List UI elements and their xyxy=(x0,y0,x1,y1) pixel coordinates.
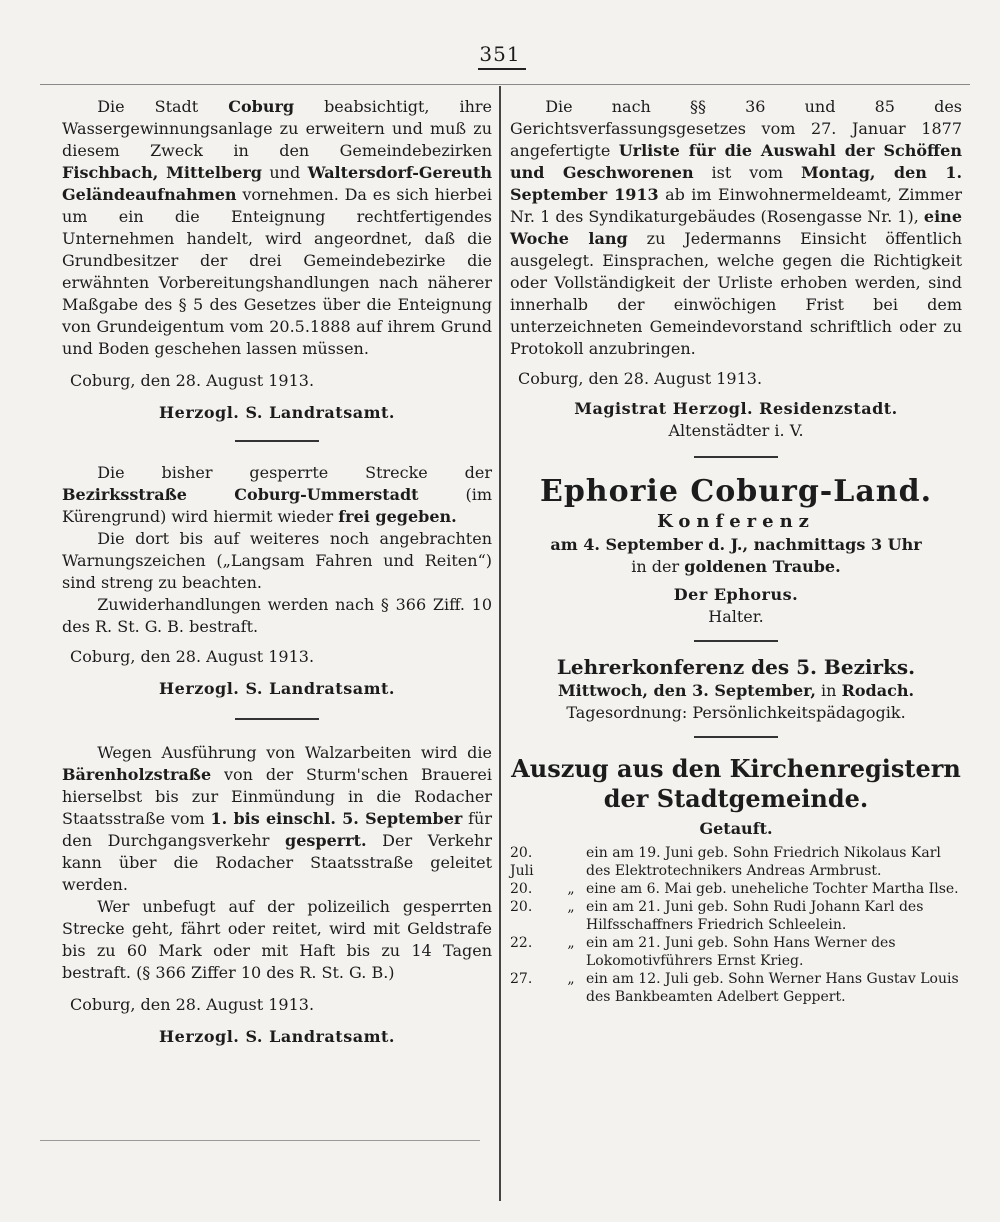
emphasis-text: Bärenholzstraße xyxy=(62,765,212,784)
notice-waterworks-date: Coburg, den 28. August 1913. xyxy=(70,371,315,390)
body-text: vornehmen. Da es sich hierbei um ein die Enteignung rechtfertigendes Unternehmen handelt, wird angeordnet, daß die Grundbesitzer der drei Gemeindebezirke die erwähnten Vorbereitungshandlungen nach näherer Maßgabe des § 5 des Gesetzes über die Enteignung von Grundeigentum vom 20.5.1888 auf ihrem Grund und Boden geschehen lassen müssen. xyxy=(62,185,492,358)
notice-waterworks xyxy=(62,96,492,424)
register-entry-text: ein am 12. Juli geb. Sohn Werner Hans Gustav Louis des Bankbeamten Adelbert Geppert. xyxy=(586,971,959,1005)
register-entry-ditto xyxy=(556,844,586,880)
register-entry-ditto: „ xyxy=(567,881,575,897)
notice-jury-list-signature: Magistrat Herzogl. Residenzstadt. xyxy=(574,399,898,418)
body-text: zu Jedermanns Einsicht öffentlich ausgelegt. Einsprachen, welche gegen die Richtigkeit oder Vollständigkeit der Urliste erhoben werden, sind innerhalb der einwöchigen Frist bei dem unterzeichneten Gemeindevorstand schriftlich oder zu Protokoll anzubringen. xyxy=(510,229,962,358)
teacher-conference-title: Lehrerkonferenz des 5. Bezirks. xyxy=(556,655,916,679)
body-text: Wegen Ausführung von Walzarbeiten wird die xyxy=(97,743,492,762)
body-text: Der Verkehr kann über die Rodacher Staatsstraße geleitet werden. xyxy=(62,831,493,894)
emphasis-text: frei gegeben. xyxy=(338,507,457,526)
body-text: beabsichtigt, ihre Wassergewinnungsanlage zu erweitern und muß zu diesem Zweck in den Gemeindebezirken xyxy=(62,97,492,160)
register-entry-text: ein am 21. Juni geb. Sohn Hans Werner des Lokomotivführers Ernst Krieg. xyxy=(586,935,896,969)
teacher-conference-day: Mittwoch, den 3. September, xyxy=(557,681,816,700)
emphasis-text: eine Woche lang xyxy=(510,207,962,248)
notice-jury-list xyxy=(510,96,962,442)
register-entry-text: ein am 19. Juni geb. Sohn Friedrich Nikolaus Karl des Elektrotechnikers Andreas Armbrust. xyxy=(586,845,941,879)
ephorie-time: am 4. September d. J., nachmittags 3 Uhr xyxy=(550,535,922,554)
body-text: und xyxy=(262,163,308,182)
register-entry xyxy=(510,880,962,898)
emphasis-text: Montag, den 1. September 1913 xyxy=(510,163,963,204)
teacher-conference-place: Rodach. xyxy=(841,681,915,700)
column-divider xyxy=(499,86,501,1201)
notice-road-closed-penalty: Wer unbefugt auf der polizeilich gesperrten Strecke geht, fährt oder reitet, wird mit Geldstrafe bis zu 60 Mark oder mit Haft bis zu 14 Tagen bestraft. (§ 366 Ziffer 10 des R. St. G. B.) xyxy=(62,897,492,982)
emphasis-text: Fischbach, Mittelberg xyxy=(62,163,262,182)
notice-road-reopened-text xyxy=(62,462,492,528)
body-text: (im Kürengrund) wird hiermit wieder xyxy=(62,485,492,526)
notice-road-closed-text xyxy=(62,742,492,896)
notice-waterworks-signature: Herzogl. S. Landratsamt. xyxy=(159,403,395,422)
emphasis-text: Urliste für die Auswahl der Schöffen und Geschworenen xyxy=(510,141,962,182)
ephorie-location xyxy=(510,556,962,578)
church-register xyxy=(510,754,962,1006)
register-entry-date: 20. xyxy=(510,881,533,897)
body-text: für den Durchgangsverkehr xyxy=(62,809,492,850)
ephorie-location-venue: goldenen Traube. xyxy=(684,557,841,576)
register-entry xyxy=(510,844,962,880)
church-register-entries xyxy=(510,844,962,1006)
emphasis-text: 1. bis einschl. 5. September xyxy=(210,809,463,828)
right-column xyxy=(510,96,962,1006)
notice-road-closed xyxy=(62,742,492,1048)
page-number: 351 xyxy=(479,42,521,66)
teacher-conference-agenda: Tagesordnung: Persönlichkeitspädagogik. xyxy=(566,703,906,722)
notice-waterworks-text xyxy=(62,96,492,360)
register-entry-text: ein am 21. Juni geb. Sohn Rudi Johann Karl des Hilfsschaffners Friedrich Schleelein. xyxy=(586,899,924,933)
notice-road-reopened-signature: Herzogl. S. Landratsamt. xyxy=(159,679,395,698)
header-rule xyxy=(40,84,970,85)
ephorie-notice xyxy=(510,474,962,628)
teacher-conference-date xyxy=(510,680,962,702)
register-entry-text: eine am 6. Mai geb. uneheliche Tochter Martha Ilse. xyxy=(586,881,959,897)
ephorie-signature: Der Ephorus. xyxy=(673,585,799,604)
notice-jury-list-subsignature: Altenstädter i. V. xyxy=(668,421,804,440)
page-number-rule xyxy=(478,68,526,70)
ephorie-title: Ephorie Coburg-Land. xyxy=(539,474,933,509)
notice-road-closed-date: Coburg, den 28. August 1913. xyxy=(70,995,315,1014)
body-text: Die bisher gesperrte Strecke der xyxy=(97,463,492,482)
teacher-conference-notice xyxy=(510,654,962,724)
emphasis-text: Coburg xyxy=(228,97,295,116)
register-entry xyxy=(510,970,962,1006)
register-entry xyxy=(510,934,962,970)
register-entry-ditto: „ xyxy=(567,971,575,987)
emphasis-text: Bezirksstraße Coburg-Ummerstadt xyxy=(62,485,419,504)
left-column xyxy=(62,96,492,1048)
register-entry-ditto: „ xyxy=(567,899,575,915)
register-entry-ditto: „ xyxy=(567,935,575,951)
notice-jury-list-date: Coburg, den 28. August 1913. xyxy=(518,369,763,388)
church-register-title: Auszug aus den Kirchenregistern der Stadtgemeinde. xyxy=(511,754,961,813)
ephorie-location-prefix: in der xyxy=(631,557,685,576)
body-text: ist vom xyxy=(693,163,801,182)
teacher-conference-in: in xyxy=(815,681,842,700)
notice-road-reopened xyxy=(62,462,492,700)
ephorie-subtitle: Konferenz xyxy=(657,511,815,532)
register-entry-date: 27. xyxy=(510,971,533,987)
register-entry-date: 22. xyxy=(510,935,533,951)
notice-jury-list-text xyxy=(510,96,962,360)
body-text: Die Stadt xyxy=(97,97,229,116)
register-entry xyxy=(510,898,962,934)
ephorie-name: Halter. xyxy=(708,607,764,626)
body-text: ab im Einwohnermeldeamt, Zimmer Nr. 1 des Syndikaturgebäudes (Rosengasse Nr. 1), xyxy=(510,185,962,226)
footer-rule xyxy=(40,1140,480,1141)
notice-road-reopened-date: Coburg, den 28. August 1913. xyxy=(70,647,315,666)
register-entry-date: 20. xyxy=(510,899,533,915)
notice-road-closed-signature: Herzogl. S. Landratsamt. xyxy=(159,1027,395,1046)
body-text: von der Sturm'schen Brauerei hierselbst bis zur Einmündung in die Rodacher Staatsstraße vom xyxy=(62,765,492,828)
church-register-section: Getauft. xyxy=(699,819,773,838)
body-text: Die nach §§ 36 und 85 des Gerichtsverfassungsgesetzes vom 27. Januar 1877 angefertigte xyxy=(510,97,962,160)
notice-road-reopened-penalty: Zuwiderhandlungen werden nach § 366 Ziff. 10 des R. St. G. B. bestraft. xyxy=(62,595,492,636)
notice-road-reopened-warning: Die dort bis auf weiteres noch angebrachten Warnungszeichen („Langsam Fahren und Reiten“) sind streng zu beachten. xyxy=(62,529,492,592)
emphasis-text: Waltersdorf-Gereuth Geländeaufnahmen xyxy=(62,163,492,204)
register-entry-date: 20. Juli xyxy=(510,845,534,879)
emphasis-text: gesperrt. xyxy=(285,831,367,850)
